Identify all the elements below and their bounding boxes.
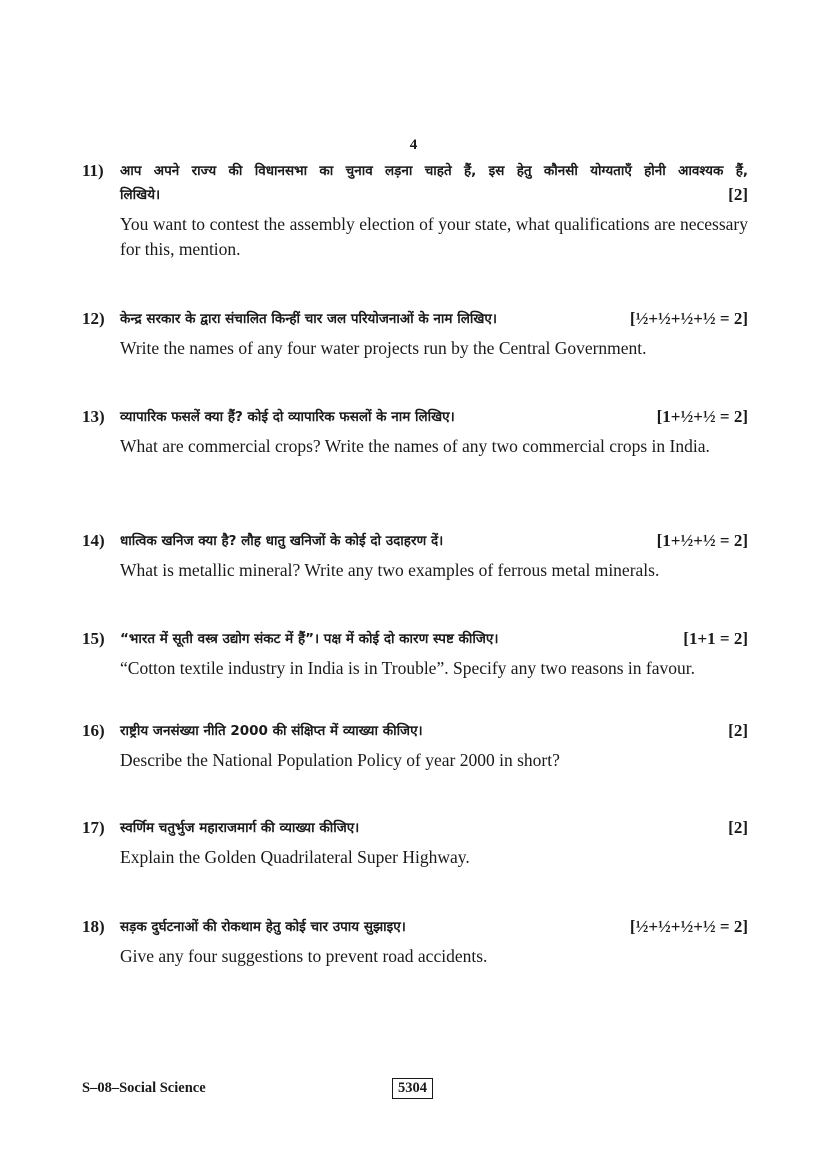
question-number: 13) (82, 407, 105, 426)
question-number: 11) (82, 161, 104, 180)
question-17 (82, 817, 748, 870)
question-number: 16) (82, 721, 105, 740)
question-hindi-text: आप अपने राज्य की विधानसभा का चुनाव लड़ना चाहते हैं, इस हेतु कौनसी योग्यताएँ होनी आवश्यक हैं, (120, 163, 748, 179)
question-english-text: Explain the Golden Quadrilateral Super Highway. (120, 847, 470, 867)
question-english-text: What is metallic mineral? Write any two examples of ferrous metal minerals. (120, 560, 660, 580)
marks-label: [1+1 = 2] (683, 629, 748, 648)
question-16 (82, 720, 748, 773)
question-13 (82, 406, 748, 459)
footer-subject: S–08–Social Science (82, 1080, 206, 1096)
question-english-text: What are commercial crops? Write the names of any two commercial crops in India. (120, 436, 710, 456)
question-hindi-text: लिखिये। (120, 187, 161, 203)
question-hindi-text: धात्विक खनिज क्या है? लौह धातु खनिजों के कोई दो उदाहरण दें। (120, 533, 444, 549)
question-hindi-text: व्यापारिक फसलें क्या हैं? कोई दो व्यापारिक फसलों के नाम लिखिए। (120, 409, 455, 425)
question-14 (82, 530, 748, 583)
question-18 (82, 916, 748, 969)
marks-label: [2] (728, 721, 748, 740)
question-number: 12) (82, 309, 105, 328)
question-hindi-text: राष्ट्रीय जनसंख्या नीति 2000 की संक्षिप्त में व्याख्या कीजिए। (120, 723, 423, 739)
question-english-text: “Cotton textile industry in India is in Trouble”. Specify any two reasons in favour. (120, 658, 695, 678)
question-number: 17) (82, 818, 105, 837)
marks-label: [½+½+½+½ = 2] (629, 917, 748, 936)
question-english-text: Write the names of any four water projects run by the Central Government. (120, 338, 647, 358)
page-number: 4 (409, 137, 418, 153)
marks-label: [2] (728, 818, 748, 837)
question-12 (82, 308, 748, 361)
question-hindi-text-cont (120, 184, 748, 206)
marks-label: [½+½+½+½ = 2] (629, 309, 748, 328)
question-15 (82, 628, 748, 681)
question-english-text: You want to contest the assembly election of your state, what qualifications are necessary for this, mention. (120, 214, 748, 259)
question-hindi-text: स्वर्णिम चतुर्भुज महाराजमार्ग की व्याख्या कीजिए। (120, 820, 360, 836)
question-number: 15) (82, 629, 105, 648)
marks-label: [1+½+½ = 2] (656, 531, 748, 550)
question-hindi-text: सड़क दुर्घटनाओं की रोकथाम हेतु कोई चार उपाय सुझाइए। (120, 919, 406, 935)
footer-paper-code: 5304 (392, 1078, 433, 1099)
question-number: 14) (82, 531, 105, 550)
marks-label: [2] (728, 185, 748, 204)
question-english-text: Describe the National Population Policy of year 2000 in short? (120, 750, 560, 770)
question-hindi-text: केन्द्र सरकार के द्वारा संचालित किन्हीं चार जल परियोजनाओं के नाम लिखिए। (120, 311, 497, 327)
question-hindi-text: “भारत में सूती वस्त्र उद्योग संकट में हैं”। पक्ष में कोई दो कारण स्पष्ट कीजिए। (120, 631, 499, 647)
question-number: 18) (82, 917, 105, 936)
marks-label: [1+½+½ = 2] (656, 407, 748, 426)
question-english-text: Give any four suggestions to prevent road accidents. (120, 946, 488, 966)
question-11 (82, 160, 748, 262)
